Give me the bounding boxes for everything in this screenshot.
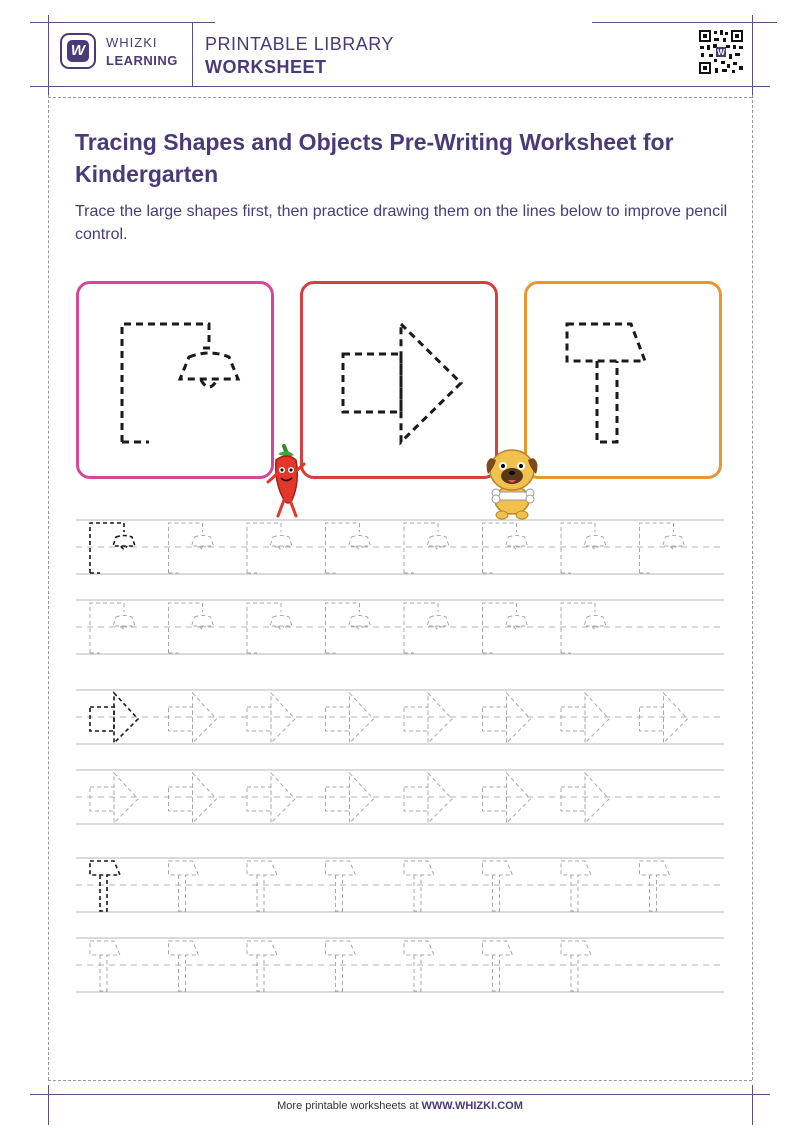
hammer-trace-item [326, 941, 356, 991]
practice-row [76, 938, 724, 992]
lamp-trace-item [326, 603, 371, 653]
lamp-trace-item [561, 523, 606, 573]
lamp-trace-item [404, 603, 449, 653]
worksheet-label: WORKSHEET [205, 57, 327, 77]
hammer-trace-item [247, 861, 277, 911]
lamp-trace-item [640, 523, 685, 573]
arrow-trace-item [326, 693, 374, 743]
arrow-trace-item [326, 773, 374, 823]
worksheet-instructions: Trace the large shapes first, then practice drawing them on the lines below to improve pencil control. [75, 203, 728, 243]
arrow-trace-item [90, 773, 138, 823]
svg-text:W: W [717, 48, 725, 57]
hammer-trace-item [169, 941, 199, 991]
lamp-trace-item [326, 523, 371, 573]
hammer-trace-item [90, 861, 120, 911]
hammer-trace-item [247, 941, 277, 991]
arrow-trace-item [561, 773, 609, 823]
lamp-trace-item [247, 523, 292, 573]
brand-name: WHIZKI [106, 35, 158, 50]
footer [0, 1100, 800, 1112]
hammer-trace-item [326, 861, 356, 911]
arrow-trace-item [640, 693, 688, 743]
arrow-trace-item [247, 773, 295, 823]
worksheet-title: Tracing Shapes and Objects Pre-Writing Worksheet for Kindergarten [75, 129, 674, 187]
hammer-trace-item [561, 861, 591, 911]
practice-row [76, 690, 724, 744]
arrow-trace-item [483, 773, 531, 823]
library-label: PRINTABLE LIBRARY [205, 34, 394, 54]
arrow-trace-item [404, 773, 452, 823]
lamp-trace-item [169, 523, 214, 573]
hammer-trace-item [483, 941, 513, 991]
hammer-trace-item [561, 941, 591, 991]
arrow-trace-item [404, 693, 452, 743]
lamp-trace-item [247, 603, 292, 653]
lamp-trace-item [483, 523, 528, 573]
arrow-trace-item [247, 693, 295, 743]
lamp-trace-item [169, 603, 214, 653]
footer-site-link[interactable]: WWW.WHIZKI.COM [421, 1100, 523, 1112]
lamp-trace-item [483, 603, 528, 653]
hammer-trace-item [404, 861, 434, 911]
practice-row [76, 600, 724, 654]
lamp-trace-item [561, 603, 606, 653]
arrow-trace-item [90, 693, 138, 743]
hammer-trace-item [169, 861, 199, 911]
hammer-trace-item [483, 861, 513, 911]
brand-subname: LEARNING [106, 53, 178, 68]
arrow-trace-item [169, 693, 217, 743]
practice-row [76, 520, 724, 574]
practice-row [76, 858, 724, 912]
footer-prefix: More printable worksheets at [277, 1100, 422, 1112]
hammer-trace-item [404, 941, 434, 991]
arrow-trace-item [169, 773, 217, 823]
hammer-trace-item [640, 861, 670, 911]
arrow-trace-item [561, 693, 609, 743]
lamp-trace-item [404, 523, 449, 573]
lamp-trace-item [90, 603, 135, 653]
lamp-trace-item [90, 523, 135, 573]
arrow-trace-item [483, 693, 531, 743]
practice-row [76, 770, 724, 824]
logo-letter: W [67, 40, 89, 62]
hammer-trace-item [90, 941, 120, 991]
